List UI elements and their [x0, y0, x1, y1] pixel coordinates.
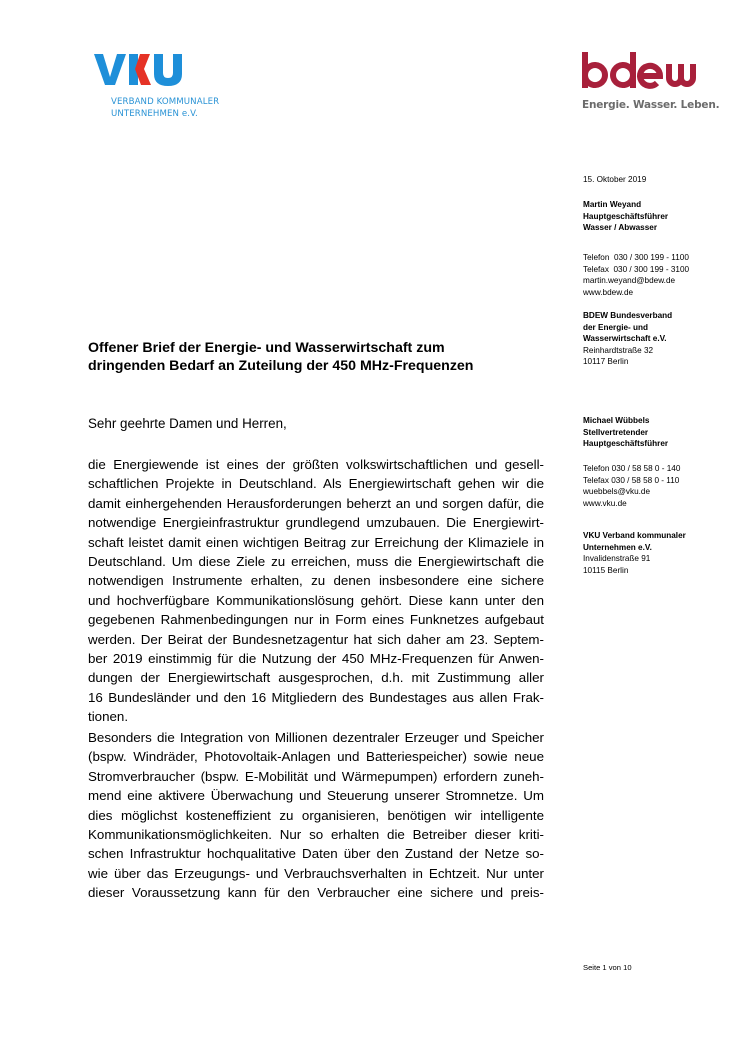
contact2-org-line1: VKU Verband kommunaler	[583, 531, 686, 540]
paragraph-line: schen Infrastruktur hochqualitative Daten über den Zustand der Netze so-	[88, 846, 544, 862]
contact2-org-line2: Unternehmen e.V.	[583, 542, 652, 552]
contact1-org-line1: BDEW Bundesverband	[583, 311, 673, 320]
contact1-email-link[interactable]: martin.weyand@bdew.de	[583, 276, 676, 286]
paragraph-line: tionen.	[88, 709, 129, 725]
contact1-org-line2: der Energie- und	[583, 322, 649, 332]
contact-bdew-person	[583, 199, 733, 234]
letter-paragraph-1	[88, 455, 544, 727]
paragraph-line: werden. Der Beirat der Bundesnetzagentur hat sich daher am 23. Septem-	[88, 631, 544, 647]
vku-logo-line1: VERBAND KOMMUNALER	[111, 97, 220, 107]
paragraph-line: schaft leistet damit einen wichtigen Beitrag zur Erreichung der Klimaziele in	[88, 534, 544, 550]
contact1-role-line2: Wasser / Abwasser	[583, 223, 658, 233]
contact2-role-line1: Stellvertretender	[583, 427, 649, 437]
contact1-name: Martin Weyand	[583, 200, 642, 209]
bdew-logo-mark	[581, 50, 703, 90]
contact-bdew-org	[583, 310, 733, 368]
vku-logo-line2: UNTERNEHMEN e.V.	[111, 109, 198, 119]
contact1-street: Reinhardtstraße 32	[583, 345, 654, 355]
paragraph-line: dies möglichst kosteneffizient zu organisieren, benötigen wir intelligente	[88, 807, 544, 823]
contact-vku-org	[583, 530, 733, 576]
letter-title-line2: dringenden Bedarf an Zuteilung der 450 MHz-Frequenzen	[88, 357, 474, 374]
page-number: Seite 1 von 10	[583, 963, 632, 972]
vku-logo-mark	[94, 51, 184, 87]
contact2-name: Michael Wübbels	[583, 416, 650, 425]
contact1-role-line1: Hauptgeschäftsführer	[583, 211, 669, 221]
bdew-tagline: Energie. Wasser. Leben.	[582, 99, 720, 111]
paragraph-line: Besonders die Integration von Millionen dezentraler Erzeuger und Speicher	[88, 730, 544, 745]
letter-paragraph-2	[88, 728, 544, 903]
contact1-city: 10117 Berlin	[583, 357, 629, 367]
paragraph-line: Kommunikationsmöglichkeiten. Nur so erhalten die Betreiber dieser kriti-	[88, 827, 544, 843]
paragraph-line: schaftlichen Projekte in Deutschland. Als Energiewirtschaft gehen wir die	[88, 476, 544, 492]
contact1-web-link[interactable]: www.bdew.de	[583, 287, 634, 297]
contact2-web-link[interactable]: www.vku.de	[583, 498, 627, 508]
paragraph-line: dungen der Energiewirtschaft ausgesprochen, d.h. mit Zustimmung aller	[88, 670, 544, 686]
paragraph-line: die Energiewende ist eines der größten volkswirtschaftlichen und gesell-	[88, 457, 544, 472]
contact2-email-link[interactable]: wuebbels@vku.de	[583, 487, 651, 497]
paragraph-line: ber 2019 einstimmig für die Nutzung der 450 MHz-Frequenzen für Anwen-	[88, 651, 544, 667]
contact2-role-line2: Hauptgeschäftsführer	[583, 439, 669, 449]
paragraph-line: Deutschland. Um diese Ziele zu erreichen, muss die Energiewirtschaft die	[88, 554, 544, 570]
letter-date	[583, 174, 733, 186]
contact-bdew-details	[583, 252, 733, 298]
contact2-fax: Telefax 030 / 58 58 0 - 110	[583, 475, 680, 485]
paragraph-line: damit einhergehenden Herausforderungen beherzt an und sorgen dafür, die	[88, 495, 544, 511]
paragraph-line: 16 Bundesländer und den 16 Mitgliedern des Bundestages aus allen Frak-	[88, 689, 544, 705]
paragraph-line: dieser Voraussetzung kann für den Verbraucher eine sichere und preis-	[88, 885, 544, 901]
paragraph-line: gegebenen Rahmenbedingungen nur in Form eines Funknetzes aufgebaut	[88, 612, 544, 628]
contact1-phone: Telefon 030 / 300 199 - 1100	[583, 253, 689, 262]
date-text: 15. Oktober 2019	[583, 175, 647, 184]
letter-title	[88, 340, 558, 375]
paragraph-line: notwendige Energieinfrastruktur grundlegend umzubauen. Die Energiewirt-	[88, 515, 544, 531]
vku-logo	[94, 51, 234, 121]
contact2-city: 10115 Berlin	[583, 565, 629, 575]
paragraph-line: wie über das Erzeugungs- und Verbrauchsverhalten in Echtzeit. Nur unter	[88, 865, 544, 881]
vku-logo-subtitle	[111, 96, 219, 120]
paragraph-line: (bspw. Windräder, Photovoltaik-Anlagen und Batteriespeicher) sowie neue	[88, 749, 544, 765]
contact1-org-line3: Wasserwirtschaft e.V.	[583, 334, 667, 344]
paragraph-line: notwendigen Instrumente erhalten, zu denen insbesondere eine sichere	[88, 573, 544, 589]
contact1-fax: Telefax 030 / 300 199 - 3100	[583, 264, 690, 274]
contact2-phone: Telefon 030 / 58 58 0 - 140	[583, 464, 681, 473]
paragraph-line: mend eine aktivere Überwachung und Steuerung unserer Stromnetze. Um	[88, 788, 544, 804]
contact2-street: Invalidenstraße 91	[583, 554, 651, 564]
paragraph-line: und hochverfügbare Kommunikationslösung gehört. Diese kann unter den	[88, 592, 544, 608]
contact-vku-details	[583, 463, 733, 509]
letter-greeting: Sehr geehrte Damen und Herren,	[88, 416, 287, 431]
paragraph-line: Stromverbraucher (bspw. E-Mobilität und Wärmepumpen) erfordern zuneh-	[88, 768, 544, 784]
letter-title-line1: Offener Brief der Energie- und Wasserwirtschaft zum	[88, 340, 445, 356]
bdew-logo	[581, 50, 720, 120]
contact-vku-person	[583, 415, 733, 450]
